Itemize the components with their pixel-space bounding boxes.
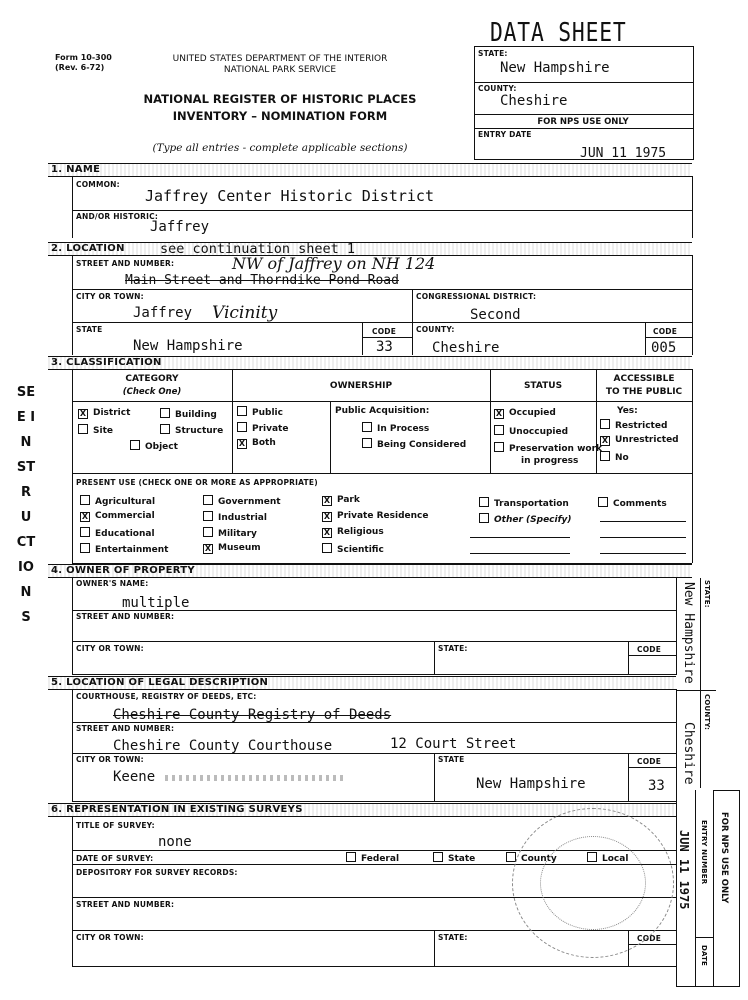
survey-date-label: DATE OF SURVEY: bbox=[76, 854, 154, 863]
use-private-residence-option[interactable] bbox=[322, 511, 428, 522]
being-considered-checkbox[interactable] bbox=[362, 438, 372, 448]
strip-county-label: COUNTY: bbox=[703, 694, 711, 731]
status-heading: STATUS bbox=[523, 381, 563, 391]
preservation-label: Preservation work bbox=[509, 444, 603, 454]
historic-name-value: Jaffrey bbox=[150, 219, 210, 235]
legal-city-value: Keene bbox=[113, 769, 156, 785]
survey-street-label: STREET AND NUMBER: bbox=[76, 900, 175, 909]
survey-code-label: CODE bbox=[637, 934, 662, 943]
depository-label: DEPOSITORY FOR SURVEY RECORDS: bbox=[76, 868, 238, 877]
form-revision: (Rev. 6-72) bbox=[55, 63, 105, 72]
location-county-value: Cheshire bbox=[432, 340, 500, 356]
accessible-heading-1: ACCESSIBLE bbox=[613, 374, 675, 384]
status-occupied-option[interactable] bbox=[494, 408, 556, 419]
federal-label: Federal bbox=[361, 854, 400, 864]
use-educational-option[interactable] bbox=[80, 527, 155, 539]
status-preservation-option[interactable] bbox=[494, 442, 602, 454]
public-label: Public bbox=[252, 408, 283, 418]
being-considered-label: Being Considered bbox=[377, 440, 467, 450]
ownership-private-option[interactable] bbox=[237, 422, 288, 434]
in-process-option[interactable] bbox=[362, 422, 429, 434]
section-1-heading: 1. NAME bbox=[51, 164, 101, 175]
accessible-yes-label: Yes: bbox=[617, 406, 638, 416]
agricultural-label: Agricultural bbox=[95, 497, 156, 507]
educational-label: Educational bbox=[95, 529, 155, 539]
location-county-label: COUNTY: bbox=[416, 325, 455, 334]
commercial-checkbox[interactable]: X bbox=[81, 512, 89, 521]
use-religious-option[interactable] bbox=[322, 527, 384, 538]
use-military-option[interactable] bbox=[203, 527, 257, 539]
object-checkbox[interactable] bbox=[130, 440, 140, 450]
survey-federal-option[interactable] bbox=[346, 852, 399, 864]
common-name-value: Jaffrey Center Historic District bbox=[145, 187, 434, 205]
erased-text-marks bbox=[165, 775, 345, 781]
use-transportation-option[interactable] bbox=[479, 497, 569, 509]
owner-street-label: STREET AND NUMBER: bbox=[76, 612, 175, 621]
legal-street-label: STREET AND NUMBER: bbox=[76, 724, 175, 733]
restricted-checkbox[interactable] bbox=[600, 419, 610, 429]
structure-checkbox[interactable] bbox=[160, 424, 170, 434]
location-county-code-label: CODE bbox=[653, 327, 678, 336]
location-street-label: STREET AND NUMBER: bbox=[76, 259, 175, 268]
owner-name-value: multiple bbox=[122, 595, 190, 611]
category-object-option[interactable] bbox=[130, 440, 178, 452]
commercial-label: Commercial bbox=[95, 511, 155, 521]
present-use-label: PRESENT USE (CHECK ONE OR MORE AS APPROPRIATE) bbox=[76, 478, 318, 487]
databox-entry-date: JUN 11 1975 bbox=[580, 146, 667, 161]
use-agricultural-option[interactable] bbox=[80, 495, 155, 507]
legal-state-value: New Hampshire bbox=[476, 776, 586, 792]
other-label: Other (Specify) bbox=[494, 515, 572, 525]
use-scientific-option[interactable] bbox=[322, 543, 384, 555]
databox-state-label: STATE: bbox=[478, 49, 508, 58]
district-checkbox[interactable]: X bbox=[79, 409, 87, 418]
category-subheading: (Check One) bbox=[122, 387, 182, 397]
unoccupied-checkbox[interactable] bbox=[494, 425, 504, 435]
congressional-district-value: Second bbox=[470, 307, 521, 323]
transportation-checkbox[interactable] bbox=[479, 497, 489, 507]
no-label: No bbox=[615, 453, 629, 463]
private-residence-label: Private Residence bbox=[337, 511, 429, 521]
accessible-no-option[interactable] bbox=[600, 451, 629, 463]
location-county-code-value: 005 bbox=[651, 340, 677, 356]
section-6-heading: 6. REPRESENTATION IN EXISTING SURVEYS bbox=[51, 804, 303, 815]
section-3-heading: 3. CLASSIFICATION bbox=[51, 357, 162, 368]
strip-date-label: DATE bbox=[700, 945, 708, 967]
district-label: District bbox=[93, 408, 131, 418]
survey-title-value: none bbox=[158, 834, 192, 850]
section-2-heading: 2. LOCATION bbox=[51, 243, 125, 254]
accessible-unrestricted-option[interactable] bbox=[600, 435, 679, 446]
strip-county-value: Cheshire bbox=[681, 722, 696, 785]
see-instructions-side-text: SEE INSTRUCTIONS bbox=[16, 385, 36, 625]
government-label: Government bbox=[218, 497, 281, 507]
agency-line-2: NATIONAL PARK SERVICE bbox=[223, 65, 337, 75]
ownership-heading: OWNERSHIP bbox=[329, 381, 393, 391]
category-district-option[interactable] bbox=[78, 408, 130, 419]
transportation-label: Transportation bbox=[494, 499, 569, 509]
legal-city-label: CITY OR TOWN: bbox=[76, 755, 144, 764]
location-city-vicinity: Vicinity bbox=[212, 303, 278, 323]
use-comments-option[interactable] bbox=[598, 497, 667, 509]
survey-state-option[interactable] bbox=[433, 852, 475, 864]
industrial-checkbox[interactable] bbox=[203, 511, 213, 521]
industrial-label: Industrial bbox=[218, 513, 267, 523]
occupied-checkbox[interactable]: X bbox=[495, 409, 503, 418]
local-label: Local bbox=[602, 854, 629, 864]
private-checkbox[interactable] bbox=[237, 422, 247, 432]
location-city-label: CITY OR TOWN: bbox=[76, 292, 144, 301]
databox-county-value: Cheshire bbox=[500, 93, 568, 109]
ownership-public-option[interactable] bbox=[237, 406, 283, 418]
received-stamp-inner bbox=[540, 836, 646, 930]
strip-nps-label: FOR NPS USE ONLY bbox=[719, 812, 729, 904]
category-heading: CATEGORY bbox=[125, 374, 179, 384]
common-name-label: COMMON: bbox=[76, 180, 120, 189]
legal-street-value: Cheshire County Courthouse bbox=[113, 738, 333, 754]
courthouse-value: Cheshire County Registry of Deeds bbox=[113, 707, 392, 723]
location-street-handwritten: NW of Jaffrey on NH 124 bbox=[232, 254, 436, 273]
accessible-restricted-option[interactable] bbox=[600, 419, 667, 431]
government-checkbox[interactable] bbox=[203, 495, 213, 505]
building-checkbox[interactable] bbox=[160, 408, 170, 418]
section-5-heading: 5. LOCATION OF LEGAL DESCRIPTION bbox=[51, 677, 269, 688]
park-checkbox[interactable]: X bbox=[323, 496, 331, 505]
being-considered-option[interactable] bbox=[362, 438, 466, 450]
strip-state-value: New Hampshire bbox=[681, 582, 696, 684]
in-process-checkbox[interactable] bbox=[362, 422, 372, 432]
category-building-option[interactable] bbox=[160, 408, 217, 420]
category-site-option[interactable] bbox=[78, 424, 113, 436]
use-government-option[interactable] bbox=[203, 495, 281, 507]
owner-name-label: OWNER'S NAME: bbox=[76, 579, 149, 588]
data-sheet-title: DATA SHEET bbox=[490, 18, 627, 48]
legal-street-value-2: 12 Court Street bbox=[390, 736, 517, 752]
owner-code-label: CODE bbox=[637, 645, 662, 654]
object-label: Object bbox=[145, 442, 178, 452]
form-number: Form 10-300 bbox=[55, 53, 112, 62]
site-checkbox[interactable] bbox=[78, 424, 88, 434]
historic-name-label: AND/OR HISTORIC: bbox=[76, 212, 159, 221]
location-continuation-note: see continuation sheet 1 bbox=[160, 241, 356, 257]
educational-checkbox[interactable] bbox=[80, 527, 90, 537]
category-structure-option[interactable] bbox=[160, 424, 223, 436]
legal-code-value: 33 bbox=[648, 778, 665, 794]
use-other-option[interactable] bbox=[479, 513, 572, 525]
databox-county-label: COUNTY: bbox=[478, 84, 517, 93]
survey-city-label: CITY OR TOWN: bbox=[76, 933, 144, 942]
section-1-band bbox=[48, 163, 692, 177]
scientific-checkbox[interactable] bbox=[322, 543, 332, 553]
location-state-value: New Hampshire bbox=[133, 338, 243, 354]
structure-label: Structure bbox=[175, 426, 224, 436]
restricted-label: Restricted bbox=[615, 421, 668, 431]
federal-checkbox[interactable] bbox=[346, 852, 356, 862]
unoccupied-label: Unoccupied bbox=[509, 427, 569, 437]
use-park-option[interactable] bbox=[322, 495, 360, 506]
public-checkbox[interactable] bbox=[237, 406, 247, 416]
status-unoccupied-option[interactable] bbox=[494, 425, 568, 437]
legal-code-label: CODE bbox=[637, 757, 662, 766]
location-state-code-label: CODE bbox=[372, 327, 397, 336]
religious-checkbox[interactable]: X bbox=[323, 528, 331, 537]
strip-entry-number-label: ENTRY NUMBER bbox=[700, 820, 708, 885]
use-industrial-option[interactable] bbox=[203, 511, 267, 523]
both-label: Both bbox=[252, 438, 276, 448]
other-checkbox[interactable] bbox=[479, 513, 489, 523]
park-label: Park bbox=[337, 495, 360, 505]
both-checkbox[interactable]: X bbox=[238, 439, 246, 448]
museum-label: Museum bbox=[218, 543, 261, 553]
military-label: Military bbox=[218, 529, 257, 539]
databox-state-value: New Hampshire bbox=[500, 60, 610, 76]
location-city-value: Jaffrey bbox=[133, 305, 193, 321]
owner-state-label: STATE: bbox=[438, 644, 468, 653]
unrestricted-checkbox[interactable]: X bbox=[601, 436, 609, 445]
databox-nps-label: FOR NPS USE ONLY bbox=[537, 117, 629, 127]
county-label: County bbox=[521, 854, 557, 864]
unrestricted-label: Unrestricted bbox=[615, 435, 679, 445]
military-checkbox[interactable] bbox=[203, 527, 213, 537]
location-street-value: Main Street and Thorndike Pond Road bbox=[125, 273, 399, 288]
in-process-label: In Process bbox=[377, 424, 430, 434]
instructions-note: (Type all entries - complete applicable sections) bbox=[152, 142, 408, 154]
comments-label: Comments bbox=[613, 499, 667, 509]
entertainment-checkbox[interactable] bbox=[80, 543, 90, 553]
site-label: Site bbox=[93, 426, 113, 436]
no-checkbox[interactable] bbox=[600, 451, 610, 461]
survey-title-label: TITLE OF SURVEY: bbox=[76, 821, 155, 830]
use-museum-option[interactable] bbox=[203, 543, 261, 554]
section-4-heading: 4. OWNER OF PROPERTY bbox=[51, 565, 195, 576]
private-residence-checkbox[interactable]: X bbox=[323, 512, 331, 521]
congressional-district-label: CONGRESSIONAL DISTRICT: bbox=[416, 292, 537, 301]
comments-checkbox[interactable] bbox=[598, 497, 608, 507]
agency-line-1: UNITED STATES DEPARTMENT OF THE INTERIOR bbox=[172, 54, 388, 64]
religious-label: Religious bbox=[337, 527, 384, 537]
use-entertainment-option[interactable] bbox=[80, 543, 168, 555]
scientific-label: Scientific bbox=[337, 545, 384, 555]
courthouse-label: COURTHOUSE, REGISTRY OF DEEDS, ETC: bbox=[76, 692, 257, 701]
location-state-label: STATE bbox=[76, 325, 103, 334]
state-label: State bbox=[448, 854, 476, 864]
state-checkbox[interactable] bbox=[433, 852, 443, 862]
strip-entry-date: JUN 11 1975 bbox=[677, 830, 691, 910]
owner-city-label: CITY OR TOWN: bbox=[76, 644, 144, 653]
agricultural-checkbox[interactable] bbox=[80, 495, 90, 505]
entertainment-label: Entertainment bbox=[95, 545, 169, 555]
occupied-label: Occupied bbox=[509, 408, 556, 418]
museum-checkbox[interactable]: X bbox=[204, 544, 212, 553]
form-title-line-1: NATIONAL REGISTER OF HISTORIC PLACES bbox=[143, 92, 417, 106]
use-commercial-option[interactable] bbox=[80, 511, 155, 522]
preservation-checkbox[interactable] bbox=[494, 442, 504, 452]
preservation-label-2: in progress bbox=[521, 456, 579, 466]
building-label: Building bbox=[175, 410, 217, 420]
accessible-heading-2: TO THE PUBLIC bbox=[605, 387, 683, 397]
survey-state-label: STATE: bbox=[438, 933, 468, 942]
public-acquisition-label: Public Acquisition: bbox=[335, 406, 430, 416]
databox-entry-label: ENTRY DATE bbox=[478, 130, 532, 139]
location-state-code-value: 33 bbox=[376, 339, 393, 355]
strip-state-label: STATE: bbox=[703, 580, 711, 608]
legal-state-label: STATE bbox=[438, 755, 465, 764]
ownership-both-option[interactable] bbox=[237, 438, 276, 449]
private-label: Private bbox=[252, 424, 289, 434]
form-title-line-2: INVENTORY – NOMINATION FORM bbox=[172, 109, 388, 123]
